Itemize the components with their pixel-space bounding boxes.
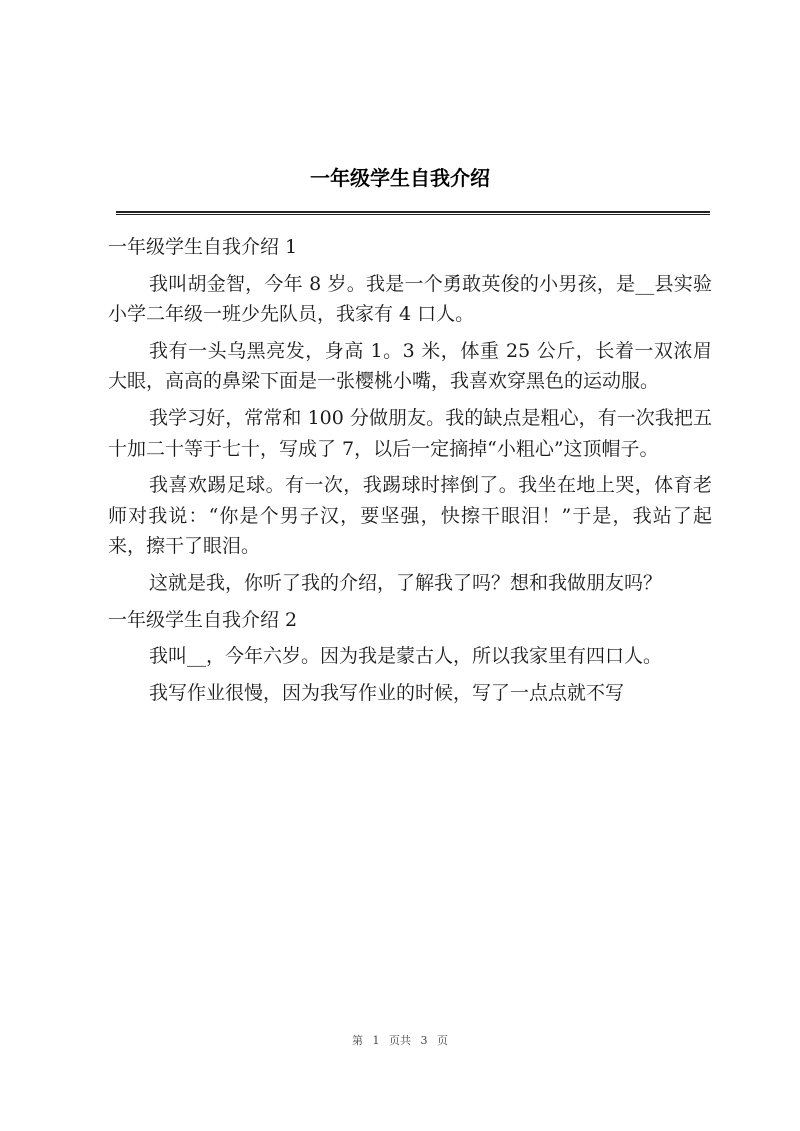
document-body — [108, 232, 712, 708]
title-divider — [116, 211, 710, 215]
section-heading: 一年级学生自我介绍 1 — [108, 236, 298, 258]
paragraph: 这就是我，你听了我的介绍，了解我了吗？想和我做朋友吗？ — [149, 571, 663, 594]
paragraph: 我有一头乌黑亮发，身高 1。3 米，体重 25 公斤，长着一双浓眉大眼，高高的鼻梁下面是一张樱桃小嘴，我喜欢穿黑色的运动服。 — [108, 339, 712, 393]
document-title: 一年级学生自我介绍 — [310, 166, 490, 190]
paragraph: 我叫__，今年六岁。因为我是蒙古人，所以我家里有四口人。 — [149, 645, 663, 668]
paragraph: 我学习好，常常和 100 分做朋友。我的缺点是粗心，有一次我把五十加二十等于七十，写成了 7，以后一定摘掉“小粗心”这顶帽子。 — [108, 406, 712, 460]
paragraph: 我叫胡金智，今年 8 岁。我是一个勇敢英俊的小男孩，是__县实验小学二年级一班少先队员，我家有 4 口人。 — [108, 272, 712, 326]
section-heading: 一年级学生自我介绍 2 — [108, 608, 298, 631]
page-number-footer: 第 1 页共 3 页 — [352, 1034, 448, 1047]
paragraph: 我写作业很慢，因为我写作业的时候，写了一点点就不写 — [149, 681, 625, 704]
paragraph: 我喜欢踢足球。有一次，我踢球时摔倒了。我坐在地上哭，体育老师对我说：“你是个男子汉，要坚强，快擦干眼泪！”于是，我站了起来，擦干了眼泪。 — [108, 474, 712, 558]
